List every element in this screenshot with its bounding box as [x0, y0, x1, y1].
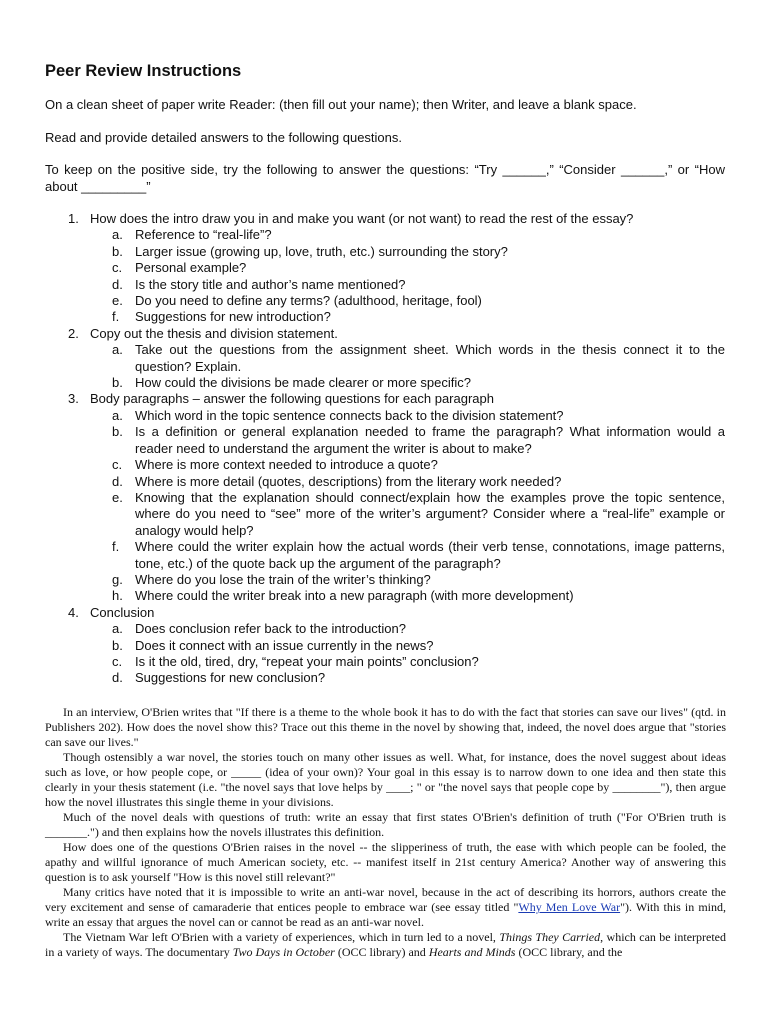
sub-question-item [90, 227, 725, 243]
sub-question-text: Does conclusion refer back to the introduction? [135, 621, 406, 637]
sub-question-item [90, 638, 725, 654]
prompt-text: "). With this in mind, write an essay that argues the novel can or cannot be read as an anti-war novel. [45, 900, 727, 929]
essay-prompt-paragraph: Much of the novel deals with questions of truth: write an essay that first states O'Brien's definition of truth ("For O'Brien truth is _______.") and then explains how the novels illustrates this definition. [45, 810, 726, 839]
sub-question-letter: b. [112, 375, 123, 391]
question-item [45, 605, 725, 687]
prompt-text: , which can be interpreted in a variety of ways. The documentary [45, 930, 727, 959]
sub-question-text: Larger issue (growing up, love, truth, etc.) surrounding the story? [135, 243, 508, 259]
question-number: 2. [68, 325, 79, 341]
sub-question-item [90, 375, 725, 391]
sub-question-letter: e. [112, 489, 123, 505]
sub-question-letter: f. [112, 539, 120, 555]
prompt-text: Many critics have noted that it is impossible to write an anti-war novel, because in the act of describing its horrors, authors create the very excitement and sense of camaraderie that entices people to embrace war (see essay titled " [45, 885, 726, 914]
sub-question-text: Suggestions for new conclusion? [135, 670, 326, 686]
sub-question-letter: e. [112, 293, 123, 309]
sub-question-item [90, 588, 725, 604]
sub-question-item [90, 654, 725, 670]
page-title: Peer Review Instructions [45, 62, 242, 80]
question-text: Conclusion [90, 604, 155, 620]
sub-question-letter: d. [112, 473, 123, 489]
sub-question-letter: d. [112, 670, 123, 686]
sub-question-text: Knowing that the explanation should connect/explain how the examples prove the topic sentence, where do you need to “see” more of the writer’s argument? Consider where a “real-life” example or analogy would help? [135, 489, 725, 538]
sub-question-letter: a. [112, 342, 123, 358]
sub-question-letter: c. [112, 457, 123, 473]
sub-question-text: Is the story title and author’s name mentioned? [135, 276, 406, 292]
sub-question-text: Take out the questions from the assignment sheet. Which words in the thesis connect it to the question? Explain. [135, 342, 725, 374]
sub-question-text: Personal example? [135, 260, 247, 276]
sub-question-item [90, 474, 725, 490]
sub-question-item [90, 670, 725, 686]
sub-question-item [90, 260, 725, 276]
question-number: 3. [68, 391, 79, 407]
sub-question-text: Suggestions for new introduction? [135, 309, 331, 325]
film-title: Two Days in October [232, 945, 335, 959]
sub-question-item [90, 572, 725, 588]
question-number: 4. [68, 604, 79, 620]
essay-prompt-paragraph [45, 885, 726, 930]
sub-question-item [90, 244, 725, 260]
question-number: 1. [68, 211, 79, 226]
sub-question-letter: a. [112, 621, 123, 637]
sub-question-list [90, 621, 725, 687]
questions-list [45, 211, 725, 687]
sub-question-item [90, 490, 725, 539]
question-item [45, 326, 725, 392]
sub-question-text: Reference to “real-life”? [135, 227, 272, 243]
sub-question-text: Where is more detail (quotes, descriptions) from the literary work needed? [135, 473, 562, 489]
book-title: Things They Carried [499, 930, 601, 944]
prompt-text: The Vietnam War left O'Brien with a variety of experiences, which in turn led to a novel, [63, 930, 500, 944]
question-item [45, 211, 725, 326]
sub-question-letter: d. [112, 276, 123, 292]
sub-question-text: Do you need to define any terms? (adulthood, heritage, fool) [135, 293, 482, 309]
sub-question-item [90, 621, 725, 637]
sub-question-letter: c. [112, 653, 123, 669]
intro-paragraph-1: On a clean sheet of paper write Reader: (then fill out your name); then Writer, and leave a blank space. [45, 97, 637, 112]
sub-question-item [90, 309, 725, 325]
sub-question-list [90, 342, 725, 391]
sub-question-item [90, 293, 725, 309]
sub-question-text: Where do you lose the train of the writer’s thinking? [135, 571, 431, 587]
sub-question-text: How could the divisions be made clearer or more specific? [135, 375, 471, 391]
essay-prompt-paragraph: In an interview, O'Brien writes that "If there is a theme to the whole book it has to do with the fact that stories can save our lives" (qtd. in Publishers 202). How does the novel show this? Trace out this theme in the novel by showing that, indeed, the novel does argue that "stories can save our lives." [45, 705, 726, 749]
question-item [45, 391, 725, 604]
sub-question-text: Does it connect with an issue currently in the news? [135, 637, 434, 653]
intro-paragraph-2: Read and provide detailed answers to the following questions. [45, 129, 403, 145]
essay-prompt-paragraph: Though ostensibly a war novel, the stories touch on many other issues as well. What, for instance, does the novel suggest about ideas such as love, or how people cope, or _____ (idea of your own)? Your goal in this essay is to narrow down to one idea and then state this clearly in your thesis statement (i.e. "the novel says that love helps by ____; " or "the novel says that people cope by ________"), then argue how the novel illustrates this single theme in your divisions. [45, 750, 726, 809]
sub-question-letter: h. [112, 588, 123, 604]
sub-question-letter: g. [112, 571, 123, 587]
intro-paragraph-3: To keep on the positive side, try the following to answer the questions: “Try ______,” “Consider ______,” or “How about _________” [45, 162, 725, 194]
sub-question-letter: a. [112, 227, 123, 243]
film-title: Hearts and Minds [428, 945, 516, 959]
essay-prompts [45, 705, 726, 960]
sub-question-item [90, 408, 725, 424]
essay-prompt-paragraph: How does one of the questions O'Brien raises in the novel -- the slipperiness of truth, the ease with which people can be fooled, the apathy and willful ignorance of much American society, etc. -- manifest itself in 21st century America? Another way of answering this question is to ask yourself "How is this novel still relevant?" [45, 840, 726, 884]
question-text: How does the intro draw you in and make you want (or not want) to read the rest of the essay? [90, 211, 634, 226]
sub-question-text: Where could the writer break into a new paragraph (with more development) [135, 588, 574, 604]
sub-question-item [90, 457, 725, 473]
sub-question-item [90, 277, 725, 293]
sub-question-letter: f. [112, 309, 120, 325]
sub-question-list [90, 227, 725, 325]
sub-question-text: Where could the writer explain how the actual words (their verb tense, connotations, image patterns, tone, etc.) of the quote back up the argument of the paragraph? [135, 539, 725, 571]
sub-question-letter: b. [112, 243, 123, 259]
sub-question-letter: a. [112, 407, 123, 423]
sub-question-list [90, 408, 725, 605]
prompt-text: (OCC library) and [334, 945, 429, 959]
sub-question-item [90, 539, 725, 572]
sub-question-item [90, 424, 725, 457]
document-page [45, 62, 725, 687]
sub-question-letter: b. [112, 637, 123, 653]
sub-question-text: Where is more context needed to introduce a quote? [135, 457, 438, 473]
question-text: Copy out the thesis and division statement. [90, 325, 338, 341]
sub-question-letter: b. [112, 424, 123, 440]
sub-question-letter: c. [112, 260, 123, 276]
sub-question-text: Is it the old, tired, dry, “repeat your main points” conclusion? [135, 653, 479, 669]
sub-question-item [90, 342, 725, 375]
sub-question-text: Which word in the topic sentence connects back to the division statement? [135, 407, 564, 423]
question-text: Body paragraphs – answer the following questions for each paragraph [90, 391, 494, 407]
sub-question-text: Is a definition or general explanation needed to frame the paragraph? What information would a reader need to understand the argument the writer is about to make? [135, 424, 725, 456]
essay-prompt-paragraph [45, 930, 726, 960]
prompt-text: (OCC library, and the [515, 945, 623, 959]
why-men-love-war-link[interactable]: Why Men Love War [518, 900, 621, 914]
